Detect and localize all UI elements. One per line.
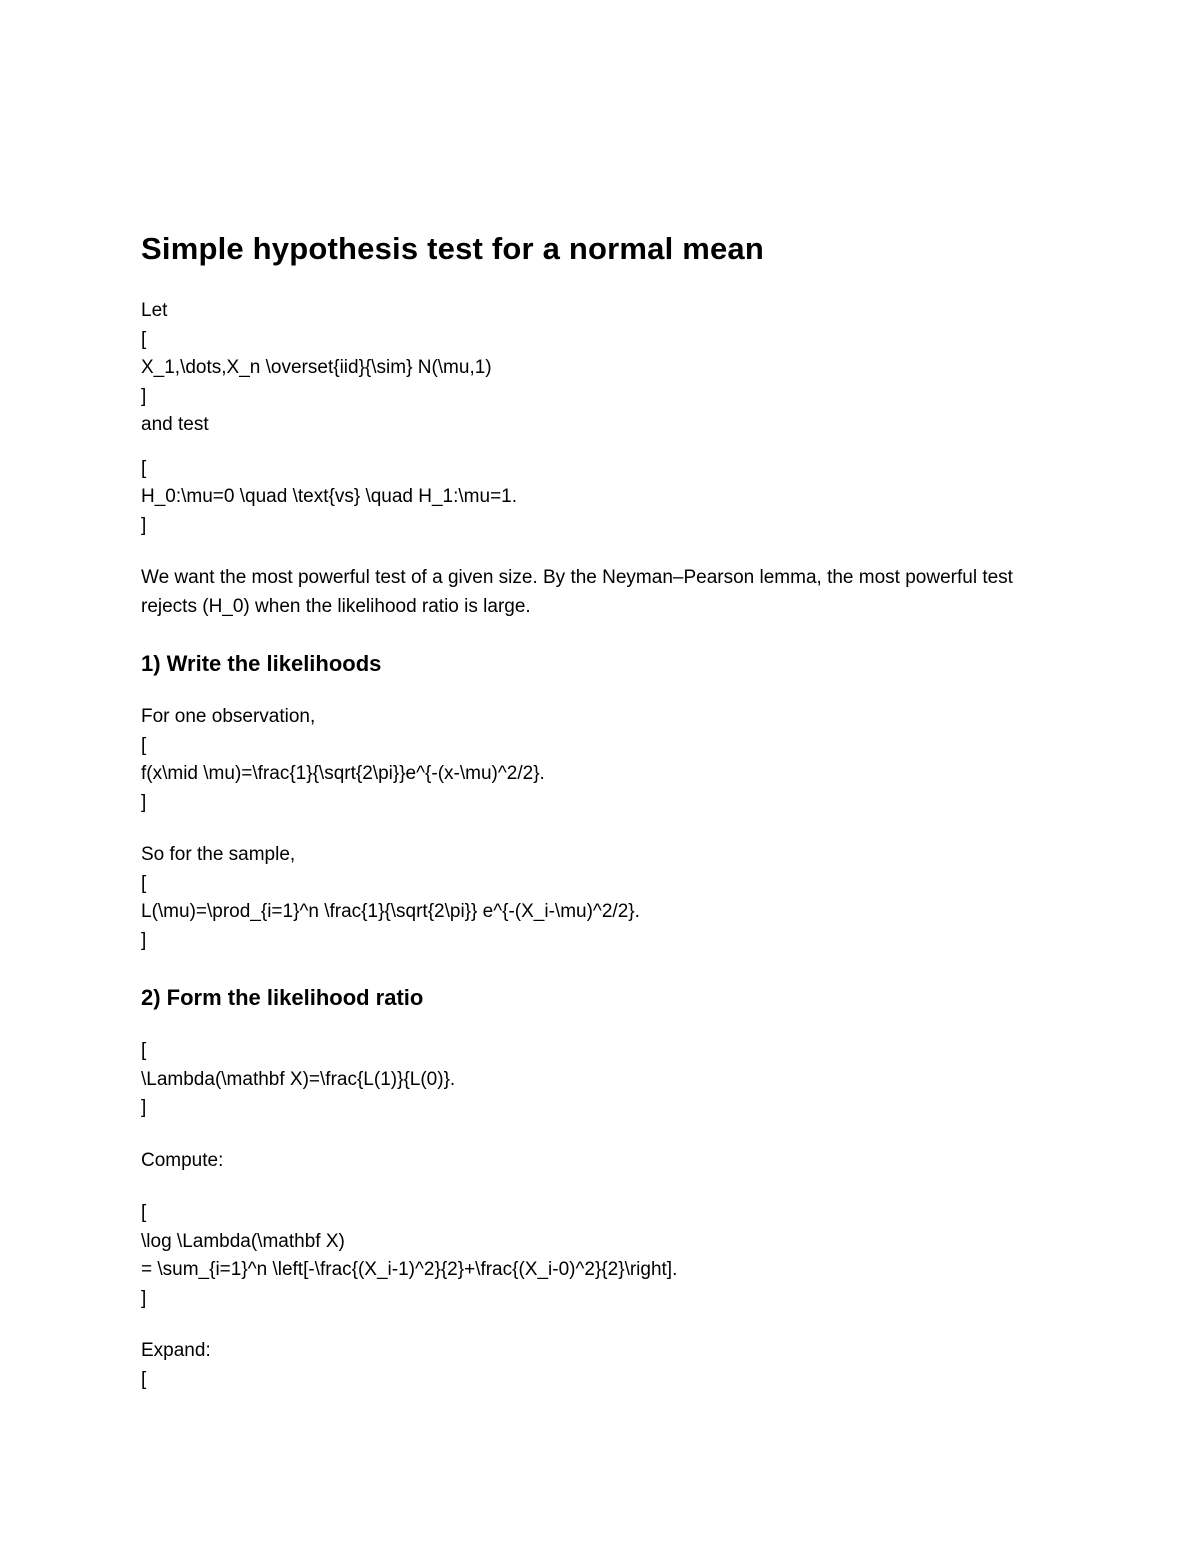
expand-text: Expand: bbox=[141, 1340, 211, 1361]
sample-text: So for the sample, bbox=[141, 844, 296, 865]
equation-open-bracket: [ bbox=[141, 1040, 147, 1061]
equation-close-bracket: ] bbox=[141, 385, 147, 407]
equation-likelihood: L(\mu)=\prod_{i=1}^n \frac{1}{\sqrt{2\pi}} e^{-(X_i-\mu)^2/2}. bbox=[141, 901, 640, 922]
intro-let: Let bbox=[141, 300, 168, 321]
equation-open-bracket: [ bbox=[141, 872, 147, 894]
neyman-pearson-paragraph: We want the most powerful test of a given size. By the Neyman–Pearson lemma, the most powerful test rejects (H_0) when the likelihood ratio is large. bbox=[141, 567, 1013, 617]
equation-likelihood-ratio: \Lambda(\mathbf X)=\frac{L(1)}{L(0)}. bbox=[141, 1068, 456, 1090]
equation-open-bracket: [ bbox=[141, 1368, 147, 1390]
intro-and-test: and test bbox=[141, 414, 209, 435]
equation-log-ratio-lhs: \log \Lambda(\mathbf X) bbox=[141, 1230, 345, 1252]
equation-open-bracket: [ bbox=[141, 328, 147, 350]
likelihood-single-block bbox=[141, 703, 1061, 817]
equation-close-bracket: ] bbox=[141, 929, 147, 951]
equation-sample-distribution: X_1,\dots,X_n \overset{iid}{\sim} N(\mu,1) bbox=[141, 357, 492, 378]
equation-close-bracket: ] bbox=[141, 791, 147, 813]
log-ratio-block bbox=[141, 1199, 1061, 1313]
expand-block bbox=[141, 1337, 1061, 1394]
one-observation-text: For one observation, bbox=[141, 706, 316, 727]
section-heading-likelihood-ratio: 2) Form the likelihood ratio bbox=[141, 985, 424, 1010]
equation-close-bracket: ] bbox=[141, 1287, 147, 1309]
section-heading-likelihoods: 1) Write the likelihoods bbox=[141, 651, 382, 676]
equation-hypotheses: H_0:\mu=0 \quad \text{vs} \quad H_1:\mu=1. bbox=[141, 486, 518, 507]
equation-close-bracket: ] bbox=[141, 514, 147, 536]
intro-block bbox=[141, 297, 1061, 440]
ratio-block bbox=[141, 1037, 1061, 1123]
compute-text: Compute: bbox=[141, 1149, 224, 1171]
document-page bbox=[141, 227, 1061, 1394]
likelihood-sample-block bbox=[141, 841, 1061, 955]
equation-log-ratio-rhs: = \sum_{i=1}^n \left[-\frac{(X_i-1)^2}{2}+\frac{(X_i-0)^2}{2}\right]. bbox=[141, 1259, 678, 1280]
equation-open-bracket: [ bbox=[141, 734, 147, 756]
equation-open-bracket: [ bbox=[141, 457, 147, 479]
hypotheses-block bbox=[141, 455, 1061, 541]
equation-density: f(x\mid \mu)=\frac{1}{\sqrt{2\pi}}e^{-(x-\mu)^2/2}. bbox=[141, 763, 545, 784]
page-title: Simple hypothesis test for a normal mean bbox=[141, 231, 764, 266]
equation-open-bracket: [ bbox=[141, 1202, 147, 1223]
equation-close-bracket: ] bbox=[141, 1097, 147, 1118]
